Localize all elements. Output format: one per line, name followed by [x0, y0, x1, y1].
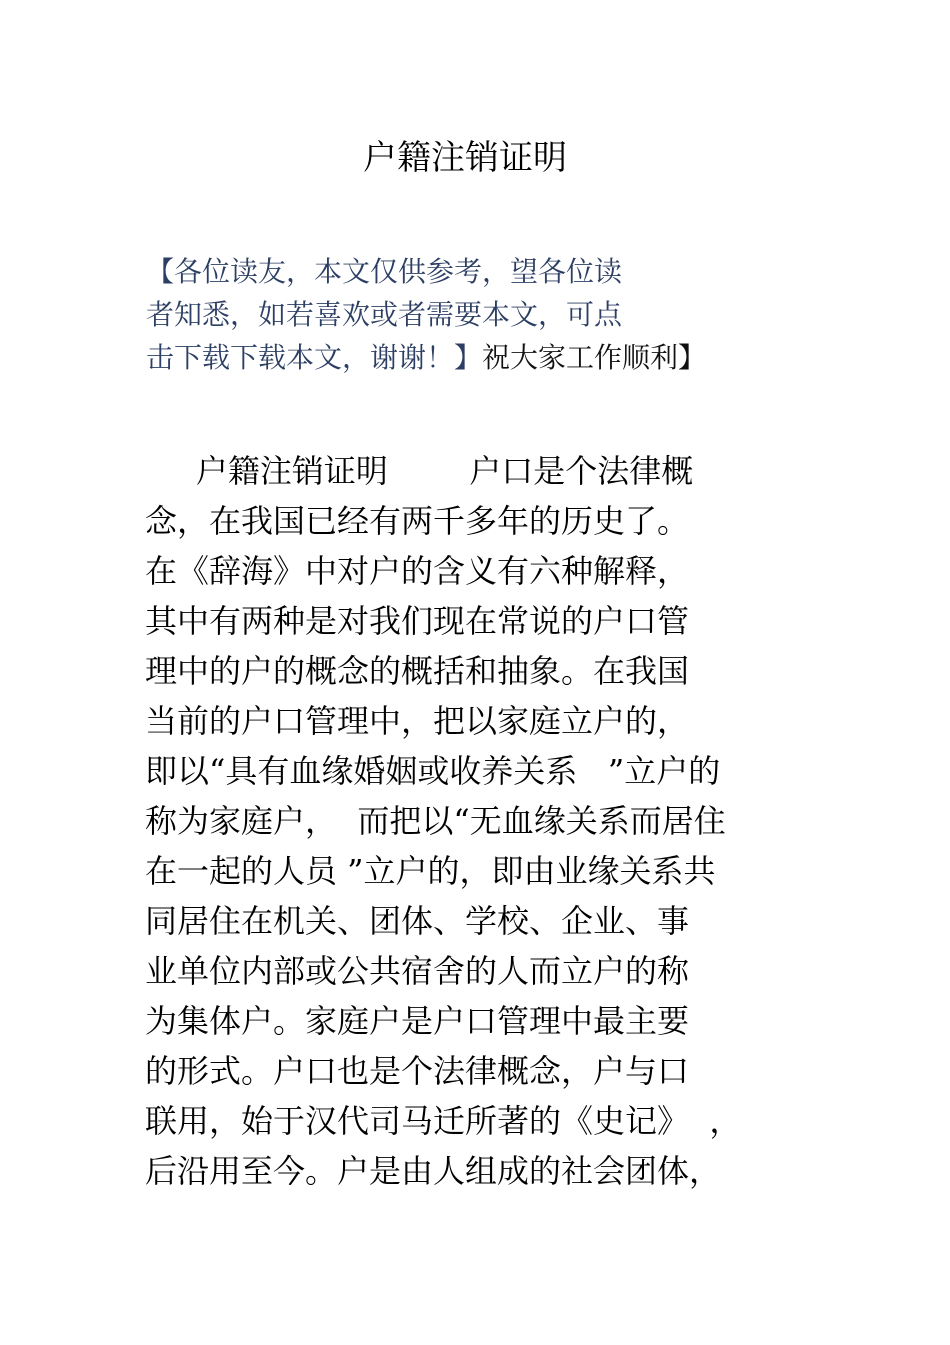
- body-line: 理中的户的概念的概括和抽象。在我国: [145, 652, 690, 690]
- body-line: 户籍注销证明 户口是个法律概: [145, 452, 694, 490]
- body-line: 在《辞海》中对户的含义有六种解释，: [145, 552, 690, 590]
- body-line: 的形式。户口也是个法律概念，户与口: [145, 1052, 690, 1090]
- body-line: 念，在我国已经有两千多年的历史了。: [145, 502, 690, 540]
- body-line: 即以“具有血缘婚姻或收养关系 ”立户的: [145, 752, 721, 790]
- body-line: 业单位内部或公共宿舍的人而立户的称: [145, 952, 690, 990]
- body-line: 为集体户。家庭户是户口管理中最主要: [145, 1002, 690, 1040]
- notice-line: [146, 336, 706, 379]
- notice-line-blue: 击下载下载本文，谢谢！】: [146, 341, 483, 374]
- body-line: 其中有两种是对我们现在常说的户口管: [145, 602, 690, 640]
- body-line: 称为家庭户， 而把以“无血缘关系而居住: [145, 802, 726, 840]
- notice-line: 【各位读友，本文仅供参考，望各位读: [146, 255, 623, 288]
- body-line: 后沿用至今。户是由人组成的社会团体，: [145, 1152, 722, 1190]
- body-line: 在一起的人员 ”立户的，即由业缘关系共: [145, 852, 716, 890]
- notice-line: 者知悉，如若喜欢或者需要本文，可点: [146, 298, 623, 331]
- body-line: 联用，始于汉代司马迁所著的《史记》 ，: [145, 1102, 742, 1140]
- notice-line-black: 祝大家工作顺利】: [482, 341, 707, 374]
- body-paragraph: [145, 446, 741, 1196]
- body-line: 当前的户口管理中，把以家庭立户的，: [145, 702, 690, 740]
- page-title: 户籍注销证明: [363, 138, 567, 178]
- download-notice: [146, 250, 706, 379]
- body-line: 同居住在机关、团体、学校、企业、事: [145, 902, 690, 940]
